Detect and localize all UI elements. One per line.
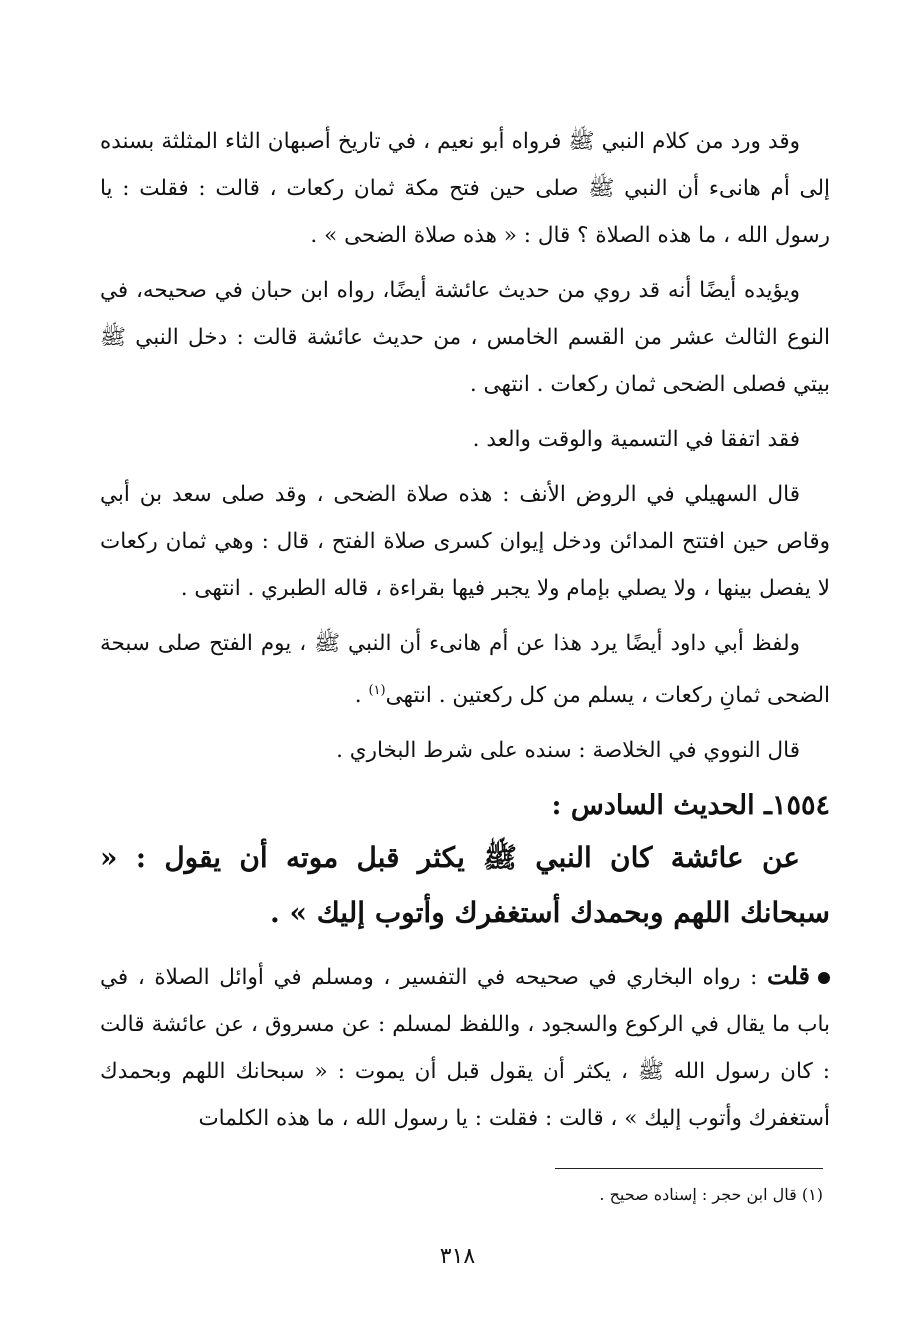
footnote-text: قال ابن حجر : إسناده صحيح . xyxy=(599,1185,797,1204)
main-text xyxy=(100,118,830,1150)
commentary-text: : رواه البخاري في صحيحه في التفسير ، ومسلم في أوائل الصلاة ، في باب ما يقال في الركوع والسجود ، واللفظ لمسلم : عن مسروق ، عن عائشة قالت : كان رسول الله ﷺ ، يكثر أن يقول قبل أن يموت : « سبحانك اللهم وبحمدك أستغفرك وأتوب إليك » ، قالت : فقلت : يا رسول الله ، ما هذه الكلمات xyxy=(100,965,830,1132)
paragraph-suhayli xyxy=(100,471,830,612)
paragraph-tail: . xyxy=(354,683,369,709)
footnote-reference[interactable]: (١) xyxy=(368,683,386,698)
footnote-divider xyxy=(555,1168,823,1169)
commentary-label: قلت xyxy=(767,961,810,991)
page-number: ٣١٨ xyxy=(439,1244,476,1269)
paragraph-text: ويؤيده أيضًا أنه قد روي من حديث عائشة أيضًا، رواه ابن حبان في صحيحه، في النوع الثالث عشر من القسم الخامس ، من حديث عائشة قالت : دخل النبي ﷺ بيتي فصلى الضحى ثمان ركعات . انتهى . xyxy=(100,278,830,397)
paragraph-text: فقد اتفقا في التسمية والوقت والعد . xyxy=(472,427,800,452)
paragraph-text: قال السهيلي في الروض الأنف : هذه صلاة الضحى ، وقد صلى سعد بن أبي وقاص حين افتتح المدائن ودخل إيوان كسرى صلاة الفتح ، قال : وهي ثمان ركعات لا يفصل بينها ، ولا يصلي بإمام ولا يجبر فيها بقراءة ، قاله الطبري . انتهى . xyxy=(100,482,830,601)
hadith-text: عن عائشة كان النبي ﷺ يكثر قبل موته أن يقول : « سبحانك اللهم وبحمدك أستغفرك وأتوب إليك » . xyxy=(100,841,830,930)
hadith-heading: ١٥٥٤ـ الحديث السادس : xyxy=(551,790,830,822)
paragraph-text: وقد ورد من كلام النبي ﷺ فرواه أبو نعيم ، في تاريخ أصبهان الثاء المثلثة بسنده إلى أم هانىء أن النبي ﷺ صلى حين فتح مكة ثمان ركعات ، قالت : فقلت : يا رسول الله ، ما هذه الصلاة ؟ قال : « هذه صلاة الضحى » . xyxy=(100,129,830,248)
paragraph-agreement xyxy=(100,416,830,463)
bullet-icon xyxy=(818,972,830,984)
commentary-paragraph xyxy=(100,952,830,1142)
paragraph-text: ولفظ أبي داود أيضًا يرد هذا عن أم هانىء أن النبي ﷺ ، يوم الفتح صلى سبحة الضحى ثمانِ ركعات ، يسلم من كل ركعتين . انتهى xyxy=(100,631,830,709)
footnote xyxy=(223,1180,823,1210)
paragraph-abu-nuaym xyxy=(100,118,830,259)
paragraph-ibn-hibban xyxy=(100,267,830,408)
paragraph-abu-dawud xyxy=(100,620,830,719)
paragraph-text: قال النووي في الخلاصة : سنده على شرط البخاري . xyxy=(336,738,800,764)
footnote-marker: (١) xyxy=(801,1185,823,1204)
paragraph-nawawi xyxy=(100,727,830,774)
